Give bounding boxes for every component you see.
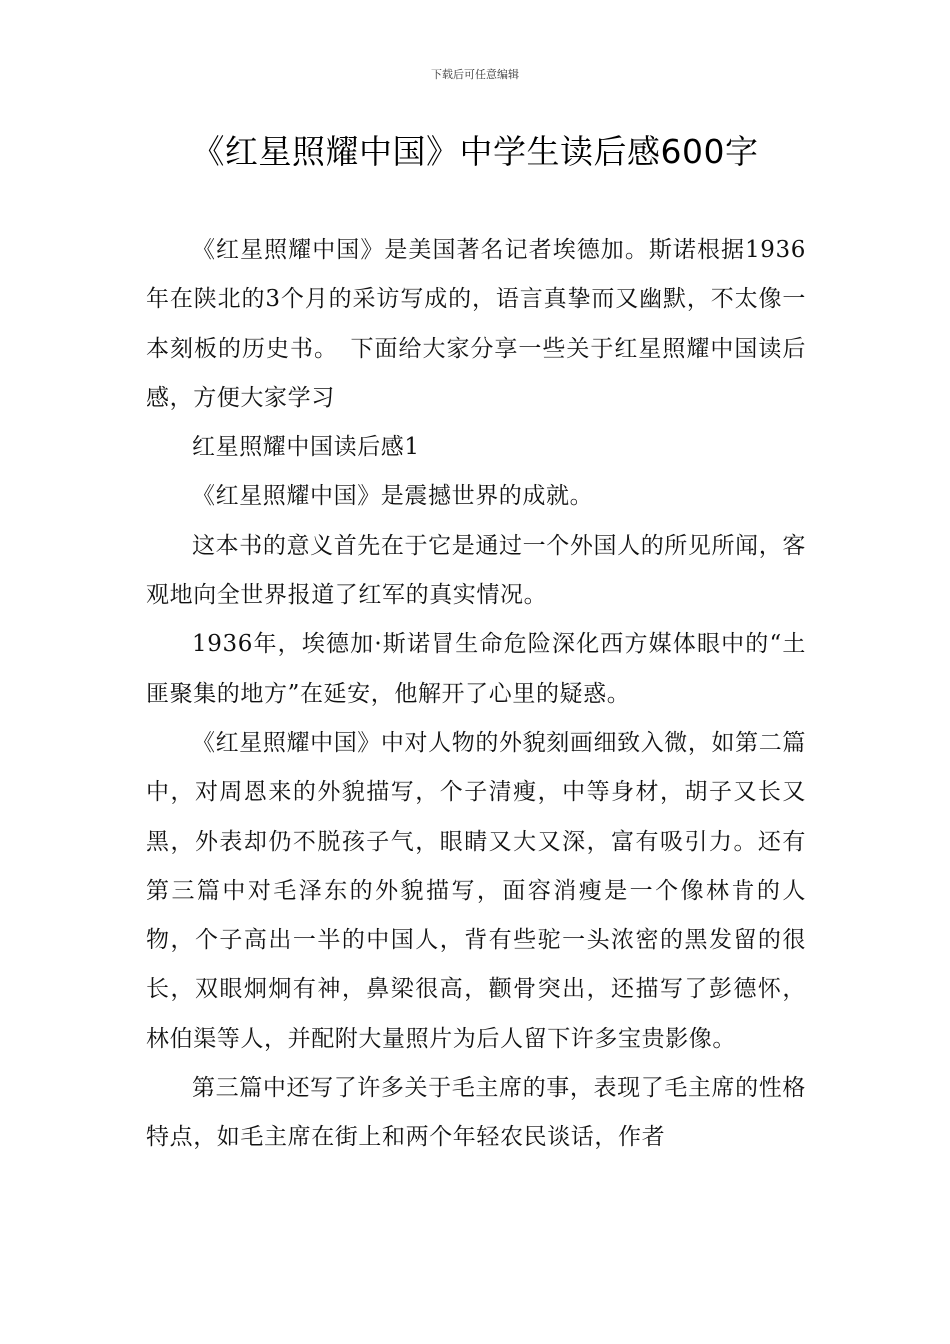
paragraph: 《红星照耀中国》中对人物的外貌刻画细致入微，如第二篇中，对周恩来的外貌描写，个子清瘦，中等身材，胡子又长又黑，外表却仍不脱孩子气，眼睛又大又深，富有吸引力。还有第三篇中对毛泽东的外貌描写，面容消瘦是一个像林肯的人物，个子高出一半的中国人，背有些驼一头浓密的黑发留的很长，双眼炯炯有神，鼻梁很高，颧骨突出，还描写了彭德怀，林伯渠等人，并配附大量照片为后人留下许多宝贵影像。 (146, 729, 806, 1052)
paragraph: 《红星照耀中国》是震撼世界的成就。 (192, 483, 594, 510)
article-body (146, 226, 806, 1163)
paragraph: 1936年，埃德加·斯诺冒生命危险深化西方媒体眼中的“土匪聚集的地方”在延安，他解开了心里的疑惑。 (146, 631, 806, 707)
header-note: 下载后可任意编辑 (431, 68, 519, 81)
page-title: 《红星照耀中国》中学生读后感600字 (191, 132, 759, 171)
paragraph: 第三篇中还写了许多关于毛主席的事，表现了毛主席的性格特点，如毛主席在街上和两个年轻农民谈话，作者 (146, 1075, 806, 1151)
paragraph: 这本书的意义首先在于它是通过一个外国人的所见所闻，客观地向全世界报道了红军的真实情况。 (146, 532, 806, 609)
paragraph: 红星照耀中国读后感1 (192, 434, 420, 461)
paragraph: 《红星照耀中国》是美国著名记者埃德加。斯诺根据1936年在陕北的3个月的采访写成的，语言真挚而又幽默，不太像一本刻板的历史书。 下面给大家分享一些关于红星照耀中国读后感，方便大家学习 (146, 237, 806, 411)
